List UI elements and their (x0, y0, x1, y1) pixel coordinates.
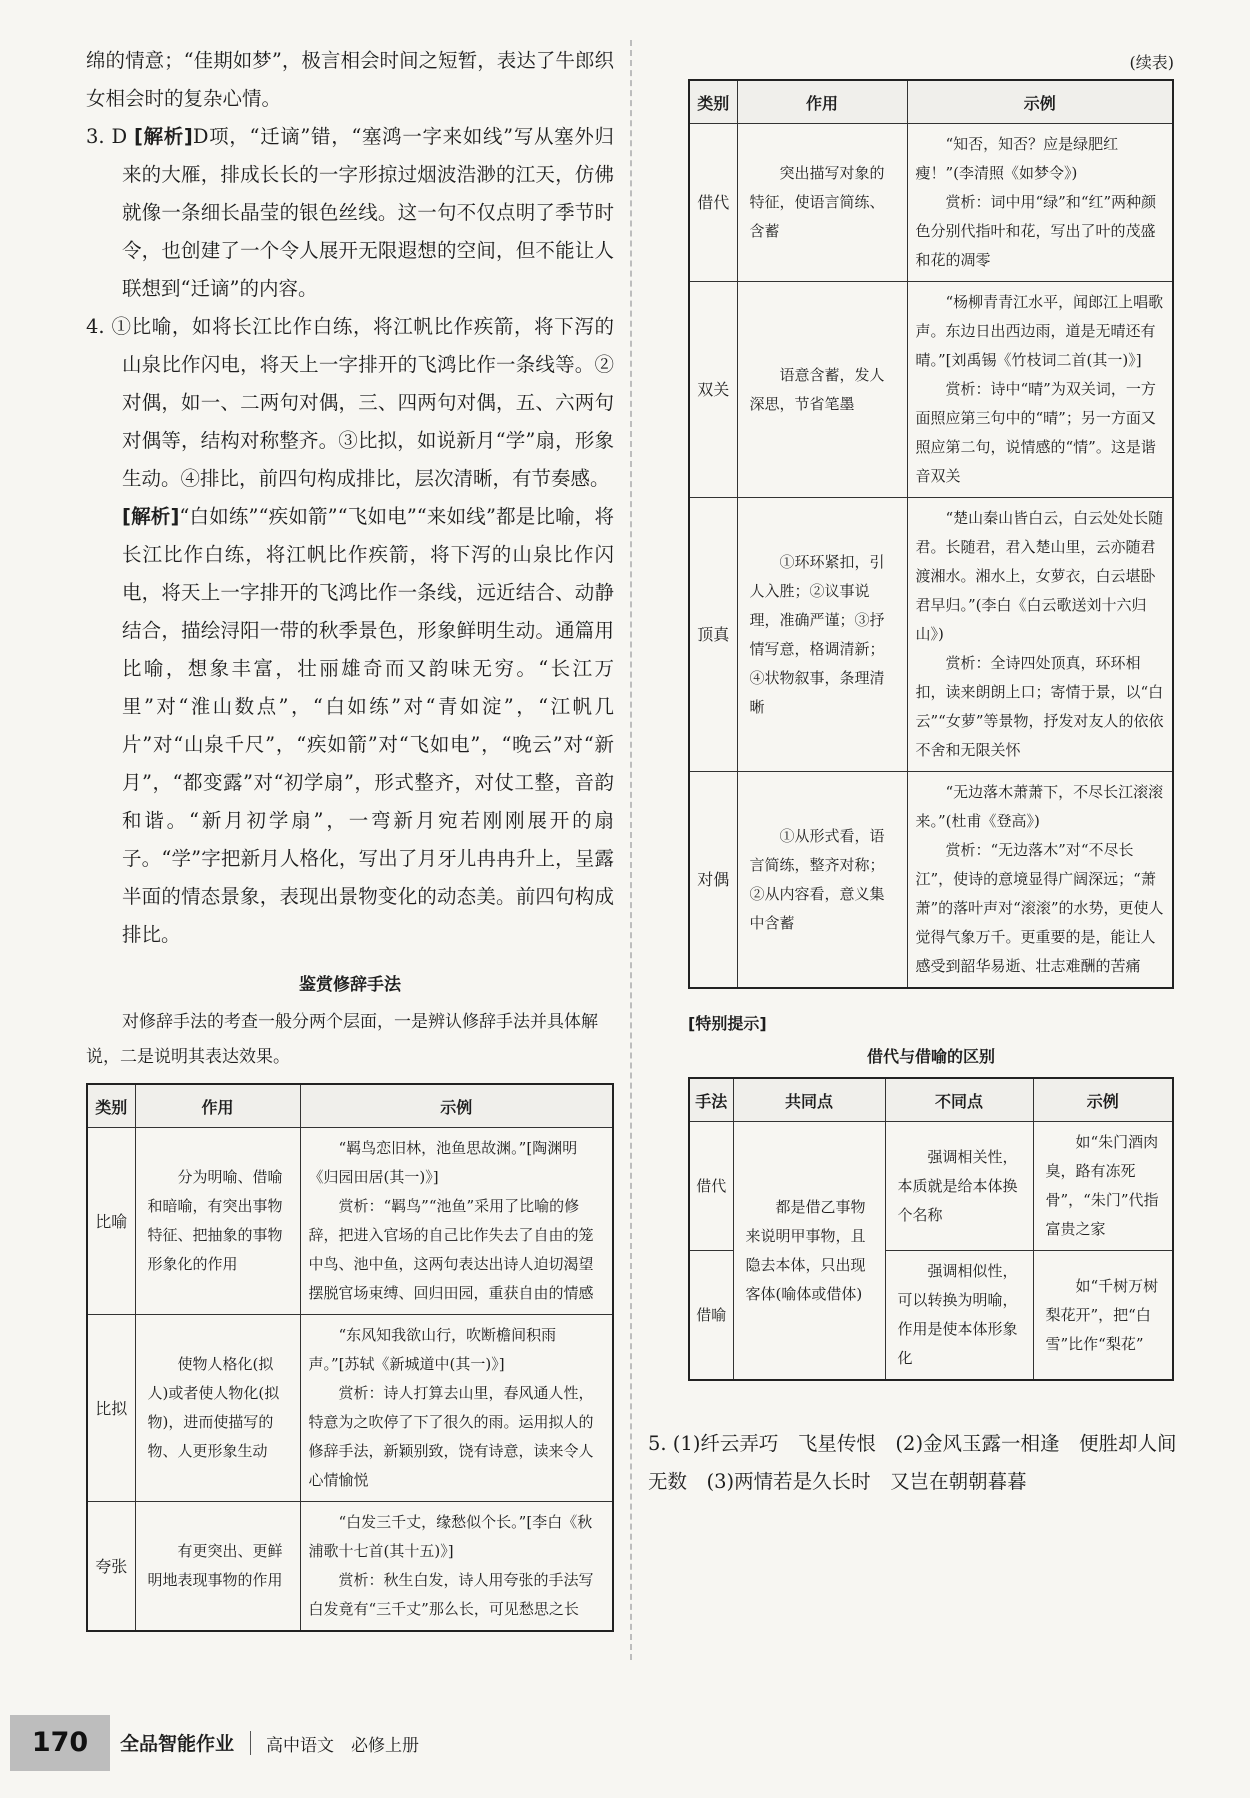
row-example (300, 1502, 613, 1632)
special-tip-label: [特别提示] (688, 1014, 767, 1033)
table-row (87, 1502, 613, 1632)
question-3-number: 3. D (86, 125, 128, 148)
table-header-category: 类别 (87, 1084, 135, 1128)
row-example (907, 772, 1173, 989)
tip-common: 都是借乙事物来说明甲事物，且隐去本体，只出现客体(喻体或借体) (733, 1122, 885, 1381)
row-example (907, 124, 1173, 282)
table-row (689, 282, 1173, 498)
page-number: 170 (10, 1715, 110, 1771)
example-analysis: 赏析：全诗四处顶真，环环相扣，读来朗朗上口；寄情于景，以“白云”“女萝”等景物，抒发对友人的依依不舍和无限关怀 (915, 654, 1164, 759)
row-category: 顶真 (689, 498, 737, 772)
analysis-tag: [解析] (133, 125, 193, 148)
tip-method: 借喻 (689, 1251, 733, 1381)
row-category: 双关 (689, 282, 737, 498)
example-quote: “东风知我欲山行，吹断檐间积雨声。”[苏轼《新城道中(其一)》] (308, 1326, 557, 1373)
table-row (87, 1128, 613, 1315)
tip-header-method: 手法 (689, 1078, 733, 1122)
special-tip-title: 借代与借喻的区别 (866, 1047, 995, 1066)
row-effect: 有更突出、更鲜明地表现事物的作用 (135, 1502, 300, 1632)
table-row (689, 1122, 1173, 1251)
question-5: 5. (1)纤云弄巧 飞星传恨 (2)金风玉露一相逢 便胜却人间无数 (3)两情若是久长时 又岂在朝朝暮暮 (648, 1432, 1177, 1493)
tip-method: 借代 (689, 1122, 733, 1251)
row-effect: 使物人格化(拟人)或者使人物化(拟物)，进而使描写的物、人更形象生动 (135, 1315, 300, 1502)
row-category: 比拟 (87, 1315, 135, 1502)
question-4-number: 4. (86, 315, 105, 338)
row-category: 夸张 (87, 1502, 135, 1632)
row-category: 比喻 (87, 1128, 135, 1315)
row-effect: 语意含蓄，发人深思，节省笔墨 (737, 282, 907, 498)
row-example (907, 282, 1173, 498)
table-row (689, 498, 1173, 772)
left-column (86, 42, 614, 1632)
paragraph-continued: 绵的情意；“佳期如梦”，极言相会时间之短暂，表达了牛郎织女相会时的复杂心情。 (86, 49, 614, 110)
metonymy-metaphor-table (688, 1077, 1174, 1381)
analysis-tag: [解析] (122, 505, 180, 528)
example-analysis: 赏析：“无边落木”对“不尽长江”，使诗的意境显得广阔深远；“萧萧”的落叶声对“滚滚”的水势，更使人觉得气象万千。更重要的是，能让人感受到韶华易逝、壮志难酬的苦痛 (915, 841, 1164, 975)
brand-name: 全品智能作业 (120, 1733, 235, 1755)
example-quote: “白发三千丈，缘愁似个长。”[李白《秋浦歌十七首(其十五)》] (308, 1513, 593, 1560)
right-column (648, 50, 1177, 1501)
footer-separator (250, 1731, 251, 1755)
table-row (689, 772, 1173, 989)
page-footer (0, 1715, 520, 1771)
example-quote: “杨柳青青江水平，闻郎江上唱歌声。东边日出西边雨，道是无晴还有晴。”[刘禹锡《竹枝词二首(其一)》] (915, 293, 1164, 369)
row-effect: ①环环紧扣，引人入胜；②议事说理，准确严谨；③抒情写意，格调清新；④状物叙事，条理清晰 (737, 498, 907, 772)
question-3-text: D项，“迁谪”错，“塞鸿一字来如线”写从塞外归来的大雁，排成长长的一字形掠过烟波浩渺的江天，仿佛就像一条细长晶莹的银色丝线。这一句不仅点明了季节时令，也创建了一个令人展开无限遐想的空间，但不能让人联想到“迁谪”的内容。 (122, 125, 614, 300)
example-quote: “楚山秦山皆白云，白云处处长随君。长随君，君入楚山里，云亦随君渡湘水。湘水上，女萝衣，白云堪卧君早归。”(李白《白云歌送刘十六归山》) (915, 509, 1164, 643)
example-analysis: 赏析：词中用“绿”和“红”两种颜色分别代指叶和花，写出了叶的茂盛和花的凋零 (915, 193, 1157, 269)
example-quote: “羁鸟恋旧林，池鱼思故渊。”[陶渊明《归园田居(其一)》] (308, 1139, 578, 1186)
question-3 (86, 118, 614, 308)
row-example (300, 1128, 613, 1315)
tip-difference: 强调相关性，本质就是给本体换个名称 (885, 1122, 1033, 1251)
tip-header-example: 示例 (1033, 1078, 1173, 1122)
row-category: 对偶 (689, 772, 737, 989)
section-title: 鉴赏修辞手法 (299, 975, 401, 995)
example-analysis: 赏析：“羁鸟”“池鱼”采用了比喻的修辞，把进入官场的自己比作失去了自由的笼中鸟、池中鱼，这两句表达出诗人迫切渴望摆脱官场束缚、回归田园，重获自由的情感 (308, 1197, 594, 1302)
row-category: 借代 (689, 124, 737, 282)
tip-difference: 强调相似性，可以转换为明喻，作用是使本体形象化 (885, 1251, 1033, 1381)
row-effect: 突出描写对象的特征，使语言简练、含蓄 (737, 124, 907, 282)
table-header-effect: 作用 (135, 1084, 300, 1128)
rhetoric-table-right (688, 79, 1174, 989)
example-analysis: 赏析：诗人打算去山里，春风通人性，特意为之吹停了下了很久的雨。运用拟人的修辞手法，新颖别致，饶有诗意，读来令人心情愉悦 (308, 1384, 594, 1489)
continued-label: (续表) (1129, 53, 1174, 72)
question-4-analysis-text: “白如练”“疾如箭”“飞如电”“来如线”都是比喻，将长江比作白练，将江帆比作疾箭，将下泻的山泉比作闪电，将天上一字排开的飞鸿比作一条线，远近结合、动静结合，描绘浔阳一带的秋季景色，形象鲜明生动。通篇用比喻，想象丰富，壮丽雄奇而又韵味无穷。“长江万里”对“淮山数点”，“白如练”对“青如淀”，“江帆几片”对“山泉千尺”，“疾如箭”对“飞如电”，“晚云”对“新月”，“都变露”对“初学扇”，形式整齐，对仗工整，音韵和谐。“新月初学扇”，一弯新月宛若刚刚展开的扇子。“学”字把新月人格化，写出了月牙儿冉冉升上，呈露半面的情态景象，表现出景物变化的动态美。前四句构成排比。 (122, 505, 614, 946)
table-header-example: 示例 (300, 1084, 613, 1128)
table-row (689, 124, 1173, 282)
table-header-category: 类别 (689, 80, 737, 124)
column-divider (630, 40, 632, 1660)
rhetoric-table-left (86, 1083, 614, 1632)
example-analysis: 赏析：诗中“晴”为双关词，一方面照应第三句中的“晴”；另一方面又照应第二句，说情感的“情”。这是谐音双关 (915, 380, 1156, 485)
tip-header-difference: 不同点 (885, 1078, 1033, 1122)
example-quote: “知否，知否？应是绿肥红瘦！”(李清照《如梦令》) (915, 135, 1119, 182)
tip-example: 如“千树万树梨花开”，把“白雪”比作“梨花” (1033, 1251, 1173, 1381)
question-4 (86, 308, 614, 498)
section-intro: 对修辞手法的考查一般分两个层面，一是辨认修辞手法并具体解说，二是说明其表达效果。 (86, 1012, 598, 1067)
table-header-effect: 作用 (737, 80, 907, 124)
tip-example: 如“朱门酒肉臭，路有冻死骨”，“朱门”代指富贵之家 (1033, 1122, 1173, 1251)
table-row (87, 1315, 613, 1502)
tip-header-common: 共同点 (733, 1078, 885, 1122)
row-effect: 分为明喻、借喻和暗喻，有突出事物特征、把抽象的事物形象化的作用 (135, 1128, 300, 1315)
row-example (907, 498, 1173, 772)
row-effect: ①从形式看，语言简练，整齐对称；②从内容看，意义集中含蓄 (737, 772, 907, 989)
book-name: 高中语文 必修上册 (266, 1736, 419, 1756)
question-4-answer: ①比喻，如将长江比作白练，将江帆比作疾箭，将下泻的山泉比作闪电，将天上一字排开的飞鸿比作一条线等。②对偶，如一、二两句对偶，三、四两句对偶，五、六两句对偶等，结构对称整齐。③比拟，如说新月“学”扇，形象生动。④排比，前四句构成排比，层次清晰，有节奏感。 (111, 315, 614, 490)
table-header-example: 示例 (907, 80, 1173, 124)
example-quote: “无边落木萧萧下，不尽长江滚滚来。”(杜甫《登高》) (915, 783, 1164, 830)
row-example (300, 1315, 613, 1502)
question-4-analysis (86, 498, 614, 954)
example-analysis: 赏析：秋生白发，诗人用夸张的手法写白发竟有“三千丈”那么长，可见愁思之长 (308, 1571, 594, 1618)
